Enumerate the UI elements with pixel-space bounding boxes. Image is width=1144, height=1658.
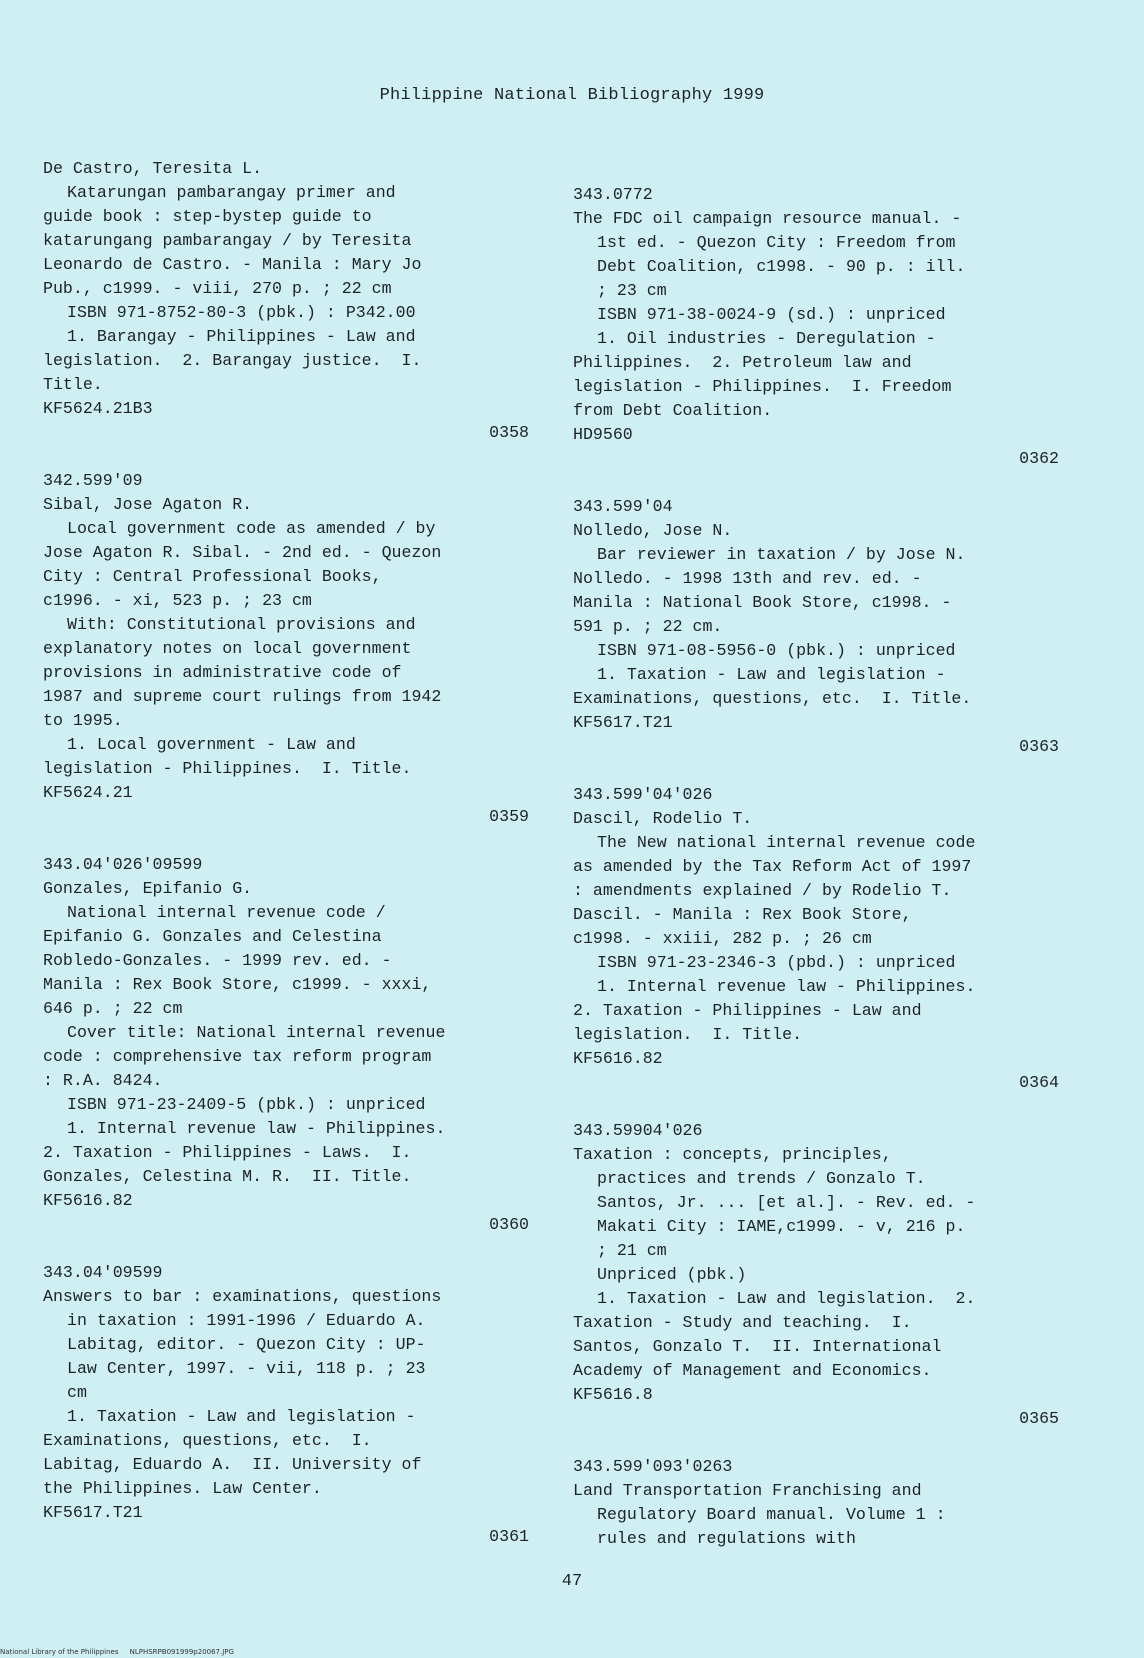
bibliography-entry (43, 469, 529, 829)
entry-line: 1. Oil industries - Deregulation - (597, 329, 936, 348)
entry-line: practices and trends / Gonzalo T. (597, 1169, 926, 1188)
entry-line: 342.599'09 (43, 471, 143, 490)
entry-line: 343.599'093'0263 (573, 1457, 733, 1476)
entry-line: Cover title: National internal revenue (67, 1023, 446, 1042)
entry-gap (573, 1095, 1059, 1119)
entry-line: National internal revenue code / (67, 903, 386, 922)
entry-line: Nolledo, Jose N. (573, 521, 733, 540)
entry-line: The New national internal revenue code (597, 833, 976, 852)
entry-number: 0363 (1019, 737, 1059, 756)
entry-line: Jose Agaton R. Sibal. - 2nd ed. - Quezon (43, 543, 442, 562)
entry-line: De Castro, Teresita L. (43, 159, 263, 178)
entry-line: 343.04'026'09599 (43, 855, 203, 874)
entry-line: : R.A. 8424. (43, 1071, 163, 1090)
entry-line: legislation. I. Title. (573, 1025, 803, 1044)
left-column (43, 157, 529, 1549)
entry-line: 1987 and supreme court rulings from 1942 (43, 687, 442, 706)
entry-line: guide book : step-bystep guide to (43, 207, 372, 226)
entry-line: Answers to bar : examinations, questions (43, 1287, 442, 1306)
entry-line: ; 23 cm (597, 281, 667, 300)
entry-line: KF5616.8 (573, 1385, 653, 1404)
entry-gap (43, 445, 529, 469)
entry-line: Unpriced (pbk.) (597, 1265, 747, 1284)
entry-line: : amendments explained / by Rodelio T. (573, 881, 952, 900)
entry-line: 1. Local government - Law and (67, 735, 356, 754)
entry-line: Gonzales, Epifanio G. (43, 879, 253, 898)
entry-gap (573, 759, 1059, 783)
bibliography-entry (573, 783, 1059, 1095)
entry-line: Manila : Rex Book Store, c1999. - xxxi, (43, 975, 432, 994)
entry-line: Katarungan pambarangay primer and (67, 183, 396, 202)
entry-number: 0359 (489, 807, 529, 826)
entry-gap (573, 1431, 1059, 1455)
page-number: 47 (561, 1572, 583, 1591)
entry-line: Santos, Jr. ... [et al.]. - Rev. ed. - (597, 1193, 976, 1212)
bibliography-entry (43, 157, 529, 445)
entry-line: in taxation : 1991-1996 / Eduardo A. (67, 1311, 426, 1330)
entry-line: Nolledo. - 1998 13th and rev. ed. - (573, 569, 922, 588)
entry-line: Robledo-Gonzales. - 1999 rev. ed. - (43, 951, 392, 970)
entry-line: Labitag, editor. - Quezon City : UP- (67, 1335, 426, 1354)
entry-line: 343.0772 (573, 185, 653, 204)
entry-line: Bar reviewer in taxation / by Jose N. (597, 545, 966, 564)
entry-line: Santos, Gonzalo T. II. International (573, 1337, 942, 1356)
entry-number: 0365 (1019, 1409, 1059, 1428)
entry-line: 1. Taxation - Law and legislation - (67, 1407, 416, 1426)
entry-line: Gonzales, Celestina M. R. II. Title. (43, 1167, 412, 1186)
entry-line: Regulatory Board manual. Volume 1 : (597, 1505, 946, 1524)
entry-line: c1998. - xxiii, 282 p. ; 26 cm (573, 929, 872, 948)
entry-line: Dascil, Rodelio T. (573, 809, 753, 828)
entry-line: Sibal, Jose Agaton R. (43, 495, 253, 514)
entry-line: Manila : National Book Store, c1998. - (573, 593, 952, 612)
bibliography-entry (573, 1455, 1059, 1551)
entry-line: KF5616.82 (573, 1049, 663, 1068)
entry-line: katarungang pambarangay / by Teresita (43, 231, 412, 250)
entry-line: 2. Taxation - Philippines - Laws. I. (43, 1143, 412, 1162)
entry-line: 343.599'04'026 (573, 785, 713, 804)
entry-line: as amended by the Tax Reform Act of 1997 (573, 857, 972, 876)
entry-line: 1. Taxation - Law and legislation - (597, 665, 946, 684)
entry-line: KF5624.21B3 (43, 399, 153, 418)
entry-line: rules and regulations with (597, 1529, 856, 1548)
bibliography-entry (43, 1261, 529, 1549)
entry-line: ISBN 971-8752-80-3 (pbk.) : P342.00 (67, 303, 416, 322)
entry-number: 0358 (489, 423, 529, 442)
entry-line: Philippines. 2. Petroleum law and (573, 353, 912, 372)
entry-line: Labitag, Eduardo A. II. University of (43, 1455, 422, 1474)
entry-line: cm (67, 1383, 87, 1402)
entry-line: KF5624.21 (43, 783, 133, 802)
entry-line: legislation. 2. Barangay justice. I. (43, 351, 422, 370)
right-column (573, 183, 1059, 1551)
entry-line: ISBN 971-23-2409-5 (pbk.) : unpriced (67, 1095, 426, 1114)
entry-line: Examinations, questions, etc. I. Title. (573, 689, 972, 708)
entry-line: Law Center, 1997. - vii, 118 p. ; 23 (67, 1359, 426, 1378)
entry-line: 646 p. ; 22 cm (43, 999, 183, 1018)
entry-line: HD9560 (573, 425, 633, 444)
entry-line: Debt Coalition, c1998. - 90 p. : ill. (597, 257, 966, 276)
entry-line: City : Central Professional Books, (43, 567, 382, 586)
entry-line: The FDC oil campaign resource manual. - (573, 209, 962, 228)
entry-line: 343.599'04 (573, 497, 673, 516)
entry-number: 0361 (489, 1527, 529, 1546)
entry-line: KF5617.T21 (573, 713, 673, 732)
bibliography-entry (43, 853, 529, 1237)
entry-line: from Debt Coalition. (573, 401, 773, 420)
entry-line: Makati City : IAME,c1999. - v, 216 p. (597, 1217, 966, 1236)
entry-gap (43, 829, 529, 853)
entry-line: 591 p. ; 22 cm. (573, 617, 723, 636)
entry-line: 1. Barangay - Philippines - Law and (67, 327, 416, 346)
entry-line: Taxation : concepts, principles, (573, 1145, 892, 1164)
entry-line: Academy of Management and Economics. (573, 1361, 932, 1380)
entry-gap (43, 1237, 529, 1261)
entry-line: 1. Taxation - Law and legislation. 2. (597, 1289, 976, 1308)
entry-line: c1996. - xi, 523 p. ; 23 cm (43, 591, 312, 610)
entry-line: provisions in administrative code of (43, 663, 402, 682)
page-header-title: Philippine National Bibliography 1999 (379, 86, 765, 105)
entry-line: code : comprehensive tax reform program (43, 1047, 432, 1066)
bibliography-entry (573, 183, 1059, 471)
entry-number: 0360 (489, 1215, 529, 1234)
entry-line: ; 21 cm (597, 1241, 667, 1260)
entry-line: 2. Taxation - Philippines - Law and (573, 1001, 922, 1020)
entry-line: ISBN 971-38-0024-9 (sd.) : unpriced (597, 305, 946, 324)
entry-line: Epifanio G. Gonzales and Celestina (43, 927, 382, 946)
entry-line: KF5617.T21 (43, 1503, 143, 1522)
entry-number: 0362 (1019, 449, 1059, 468)
entry-line: Land Transportation Franchising and (573, 1481, 922, 1500)
entry-line: 1. Internal revenue law - Philippines. (67, 1119, 446, 1138)
entry-line: ISBN 971-08-5956-0 (pbk.) : unpriced (597, 641, 956, 660)
bibliography-entry (573, 495, 1059, 759)
entry-line: 1st ed. - Quezon City : Freedom from (597, 233, 956, 252)
entry-number: 0364 (1019, 1073, 1059, 1092)
entry-line: KF5616.82 (43, 1191, 133, 1210)
entry-line: Title. (43, 375, 103, 394)
entry-line: Examinations, questions, etc. I. (43, 1431, 372, 1450)
entry-line: Local government code as amended / by (67, 519, 436, 538)
entry-gap (573, 471, 1059, 495)
entry-line: Leonardo de Castro. - Manila : Mary Jo (43, 255, 422, 274)
entry-line: explanatory notes on local government (43, 639, 412, 658)
entry-line: legislation - Philippines. I. Freedom (573, 377, 952, 396)
entry-line: to 1995. (43, 711, 123, 730)
entry-line: 343.59904'026 (573, 1121, 703, 1140)
entry-line: ISBN 971-23-2346-3 (pbd.) : unpriced (597, 953, 956, 972)
entry-line: Dascil. - Manila : Rex Book Store, (573, 905, 912, 924)
entry-line: the Philippines. Law Center. (43, 1479, 322, 1498)
scan-footer-note: National Library of the Philippines NLPHSRPB091999p20067.JPG (0, 1648, 234, 1656)
entry-line: 1. Internal revenue law - Philippines. (597, 977, 976, 996)
entry-line: 343.04'09599 (43, 1263, 163, 1282)
entry-line: Taxation - Study and teaching. I. (573, 1313, 912, 1332)
bibliography-entry (573, 1119, 1059, 1431)
entry-line: legislation - Philippines. I. Title. (43, 759, 412, 778)
entry-line: Pub., c1999. - viii, 270 p. ; 22 cm (43, 279, 392, 298)
entry-line: With: Constitutional provisions and (67, 615, 416, 634)
